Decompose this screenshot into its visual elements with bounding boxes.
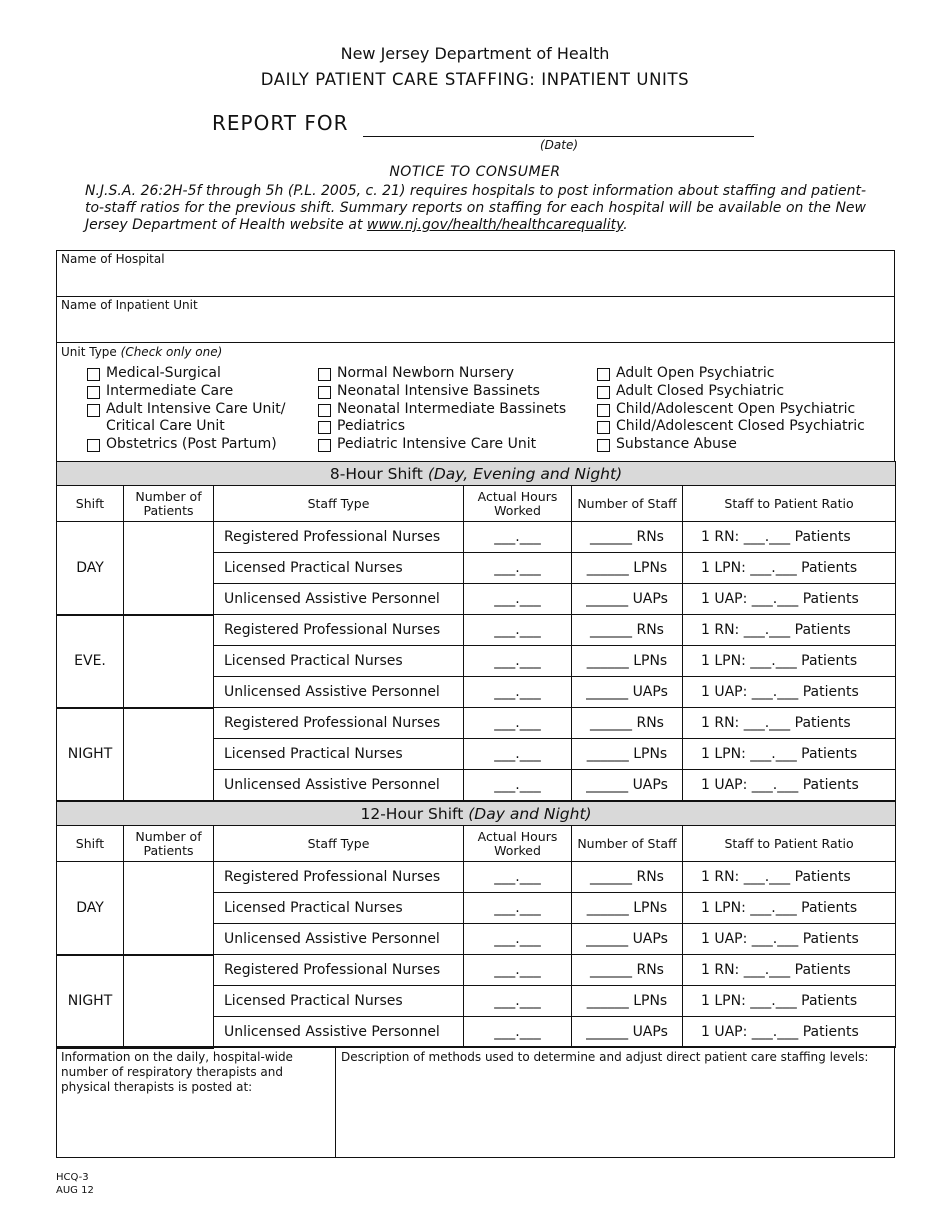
unit-type-label: Critical Care Unit — [106, 418, 225, 434]
twelve-hour-shift-heading — [57, 802, 896, 826]
staff-count-field[interactable] — [572, 615, 683, 646]
checkbox-child-open-psych[interactable] — [597, 404, 610, 417]
staff-row-rn — [57, 522, 896, 553]
report-for-label: REPORT FOR — [212, 111, 349, 135]
col-shift: Shift — [57, 486, 124, 522]
staff-type-rn: Registered Professional Nurses — [214, 862, 464, 893]
hours-worked-field[interactable]: ___.___ — [464, 770, 572, 801]
checkbox-adult-icu[interactable] — [87, 404, 100, 417]
hospital-name-field[interactable] — [56, 250, 895, 297]
unit-type-label: Obstetrics (Post Partum) — [106, 436, 277, 452]
hours-worked-field[interactable]: ___.___ — [464, 862, 572, 893]
hours-worked-field[interactable]: ___.___ — [464, 646, 572, 677]
hours-worked-field[interactable]: ___.___ — [464, 893, 572, 924]
staff-type-lpn: Licensed Practical Nurses — [214, 553, 464, 584]
patients-word: Patients — [801, 653, 858, 669]
ratio-blank: ___.___ — [751, 684, 799, 700]
col-patients: Number of Patients — [124, 486, 214, 522]
hours-worked-field[interactable]: ___.___ — [464, 522, 572, 553]
staff-row-rn — [57, 955, 896, 986]
ratio-blank: ___.___ — [743, 529, 791, 545]
col-hours: Actual Hours Worked — [464, 486, 572, 522]
staff-abbr: LPNs — [633, 746, 668, 762]
staff-count-field[interactable] — [572, 739, 683, 770]
ratio-blank: ___.___ — [743, 962, 791, 978]
col-staff-count: Number of Staff — [572, 826, 683, 862]
unit-type-label: Intermediate Care — [106, 383, 234, 399]
patients-word: Patients — [794, 962, 851, 978]
staff-count-blank: ______ — [590, 962, 633, 978]
staff-count-blank: ______ — [590, 622, 633, 638]
form-date: AUG 12 — [56, 1185, 94, 1196]
unit-type-label: Neonatal Intermediate Bassinets — [337, 401, 567, 417]
ratio-prefix: 1 RN: — [701, 622, 740, 638]
ratio-blank: ___.___ — [751, 931, 799, 947]
staff-count-field[interactable] — [572, 522, 683, 553]
patients-word: Patients — [801, 900, 858, 916]
staff-count-blank: ______ — [586, 653, 629, 669]
patients-word: Patients — [801, 993, 858, 1009]
staff-count-field[interactable] — [572, 770, 683, 801]
ratio-prefix: 1 LPN: — [701, 653, 746, 669]
staff-count-field[interactable] — [572, 862, 683, 893]
col-shift: Shift — [57, 826, 124, 862]
staff-abbr: RNs — [636, 715, 664, 731]
patients-word: Patients — [794, 869, 851, 885]
unit-type-label: Adult Open Psychiatric — [616, 365, 775, 381]
staff-type-rn: Registered Professional Nurses — [214, 522, 464, 553]
staff-abbr: RNs — [636, 529, 664, 545]
checkbox-pediatrics[interactable] — [318, 421, 331, 434]
ratio-blank: ___.___ — [751, 777, 799, 793]
patients-word: Patients — [794, 622, 851, 638]
checkbox-intermediate-care[interactable] — [87, 386, 100, 399]
col-staff-type: Staff Type — [214, 826, 464, 862]
shift-name: DAY — [57, 862, 124, 955]
staff-count-blank: ______ — [586, 1024, 629, 1040]
ratio-blank: ___.___ — [750, 560, 797, 576]
staff-count-field[interactable] — [572, 708, 683, 739]
ratio-field[interactable] — [683, 739, 896, 770]
ratio-field[interactable] — [683, 1017, 896, 1048]
ratio-field[interactable] — [683, 955, 896, 986]
patients-word: Patients — [802, 777, 859, 793]
col-staff-count: Number of Staff — [572, 486, 683, 522]
notice-body — [85, 183, 866, 234]
patients-word: Patients — [801, 746, 858, 762]
unit-type-label-text: Unit Type — [61, 345, 117, 359]
ratio-field[interactable] — [683, 584, 896, 615]
unit-name-field[interactable] — [56, 296, 895, 343]
ratio-blank: ___.___ — [743, 715, 791, 731]
notice-title: NOTICE TO CONSUMER — [389, 164, 561, 180]
section-subtitle: (Day, Evening and Night) — [427, 464, 623, 483]
unit-type-label: Child/Adolescent Open Psychiatric — [616, 401, 856, 417]
shift-name: NIGHT — [57, 708, 124, 801]
notice-text: N.J.S.A. 26:2H-5f through 5h (P.L. 2005, c. 21) requires hospitals to post information about staffing and patient-to-staff ratios for the previous shift. Summary reports on staffing for each hospital will be available on the New Jersey Department of Health website at — [85, 183, 866, 233]
staff-abbr: RNs — [636, 869, 664, 885]
ratio-prefix: 1 LPN: — [701, 560, 746, 576]
checkbox-neonatal-intermediate[interactable] — [318, 404, 331, 417]
staff-count-field[interactable] — [572, 646, 683, 677]
staff-type-lpn: Licensed Practical Nurses — [214, 646, 464, 677]
ratio-prefix: 1 UAP: — [701, 931, 748, 947]
staff-count-blank: ______ — [586, 746, 629, 762]
ratio-field[interactable] — [683, 522, 896, 553]
ratio-prefix: 1 UAP: — [701, 1024, 748, 1040]
unit-type-hint: (Check only one) — [120, 345, 223, 359]
col-ratio: Staff to Patient Ratio — [683, 486, 896, 522]
staff-abbr: LPNs — [633, 993, 668, 1009]
staff-count-blank: ______ — [590, 715, 633, 731]
shift-name: EVE. — [57, 615, 124, 708]
staff-type-rn: Registered Professional Nurses — [214, 708, 464, 739]
hospital-name-label: Name of Hospital — [61, 252, 165, 266]
staff-type-uap: Unlicensed Assistive Personnel — [214, 924, 464, 955]
ratio-field[interactable] — [683, 924, 896, 955]
staff-abbr: UAPs — [632, 591, 668, 607]
hours-worked-field[interactable]: ___.___ — [464, 708, 572, 739]
hours-worked-field[interactable]: ___.___ — [464, 584, 572, 615]
unit-name-label: Name of Inpatient Unit — [61, 298, 198, 312]
therapist-info-field[interactable]: Information on the daily, hospital-wide number of respiratory therapists and physical therapists is posted at: — [61, 1050, 293, 1094]
patients-word: Patients — [802, 591, 859, 607]
staff-count-blank: ______ — [586, 931, 629, 947]
staff-type-uap: Unlicensed Assistive Personnel — [214, 770, 464, 801]
staff-count-blank: ______ — [586, 684, 629, 700]
unit-type-label: Normal Newborn Nursery — [337, 365, 514, 381]
eight-hour-shift-heading — [57, 462, 896, 486]
ratio-prefix: 1 UAP: — [701, 591, 748, 607]
staff-abbr: LPNs — [633, 653, 668, 669]
col-hours: Actual Hours Worked — [464, 826, 572, 862]
checkbox-medical-surgical[interactable] — [87, 368, 100, 381]
checkbox-obstetrics[interactable] — [87, 439, 100, 452]
ratio-prefix: 1 RN: — [701, 869, 740, 885]
healthcare-quality-link[interactable]: www.nj.gov/health/healthcarequality — [366, 217, 624, 233]
staff-count-blank: ______ — [590, 869, 633, 885]
patients-count-field[interactable] — [124, 615, 214, 708]
staff-type-lpn: Licensed Practical Nurses — [214, 739, 464, 770]
patients-word: Patients — [802, 684, 859, 700]
patients-count-field[interactable] — [124, 862, 214, 955]
hours-worked-field[interactable]: ___.___ — [464, 955, 572, 986]
col-patients: Number of Patients — [124, 826, 214, 862]
staff-abbr: UAPs — [632, 777, 668, 793]
unit-type-label: Pediatrics — [337, 418, 406, 434]
patients-count-field[interactable] — [124, 955, 214, 1048]
ratio-blank: ___.___ — [743, 622, 791, 638]
checkbox-adult-open-psych[interactable] — [597, 368, 610, 381]
unit-type-label: Substance Abuse — [616, 436, 737, 452]
staffing-methods-field[interactable]: Description of methods used to determine and adjust direct patient care staffing levels: — [341, 1050, 869, 1064]
ratio-prefix: 1 RN: — [701, 715, 740, 731]
staff-count-field[interactable] — [572, 893, 683, 924]
ratio-blank: ___.___ — [750, 746, 797, 762]
staff-count-blank: ______ — [590, 529, 633, 545]
patients-count-field[interactable] — [124, 708, 214, 801]
ratio-prefix: 1 LPN: — [701, 900, 746, 916]
ratio-prefix: 1 LPN: — [701, 993, 746, 1009]
hours-worked-field[interactable]: ___.___ — [464, 986, 572, 1017]
patients-word: Patients — [794, 715, 851, 731]
date-label: (Date) — [540, 138, 579, 152]
shift-name: DAY — [57, 522, 124, 615]
checkbox-pediatric-icu[interactable] — [318, 439, 331, 452]
twelve-hour-shift-table — [56, 801, 896, 1049]
staff-count-field[interactable] — [572, 553, 683, 584]
ratio-field[interactable] — [683, 615, 896, 646]
staff-count-field[interactable] — [572, 955, 683, 986]
staff-count-blank: ______ — [586, 777, 629, 793]
hours-worked-field[interactable]: ___.___ — [464, 615, 572, 646]
checkbox-neonatal-intensive[interactable] — [318, 386, 331, 399]
checkbox-substance-abuse[interactable] — [597, 439, 610, 452]
staff-count-blank: ______ — [586, 560, 629, 576]
notice-end: . — [623, 217, 628, 233]
staff-type-uap: Unlicensed Assistive Personnel — [214, 584, 464, 615]
ratio-prefix: 1 RN: — [701, 962, 740, 978]
staff-count-field[interactable] — [572, 677, 683, 708]
unit-type-label: Child/Adolescent Closed Psychiatric — [616, 418, 865, 434]
staff-row-rn — [57, 615, 896, 646]
checkbox-adult-closed-psych[interactable] — [597, 386, 610, 399]
unit-type-label — [61, 345, 222, 359]
checkbox-child-closed-psych[interactable] — [597, 421, 610, 434]
staff-abbr: LPNs — [633, 560, 668, 576]
patients-count-field[interactable] — [124, 522, 214, 615]
section-title: 8-Hour Shift — [329, 464, 423, 483]
staff-type-rn: Registered Professional Nurses — [214, 955, 464, 986]
patients-word: Patients — [801, 560, 858, 576]
unit-type-label: Medical-Surgical — [106, 365, 221, 381]
staff-row-rn — [57, 862, 896, 893]
unit-type-label: Pediatric Intensive Care Unit — [337, 436, 537, 452]
form-title: DAILY PATIENT CARE STAFFING: INPATIENT UNITS — [260, 70, 690, 89]
ratio-prefix: 1 UAP: — [701, 684, 748, 700]
staff-count-field[interactable] — [572, 924, 683, 955]
ratio-blank: ___.___ — [751, 591, 799, 607]
ratio-field[interactable] — [683, 893, 896, 924]
ratio-blank: ___.___ — [750, 653, 797, 669]
staff-abbr: RNs — [636, 962, 664, 978]
staff-type-rn: Registered Professional Nurses — [214, 615, 464, 646]
staff-type-uap: Unlicensed Assistive Personnel — [214, 677, 464, 708]
ratio-blank: ___.___ — [743, 869, 791, 885]
unit-type-label: Adult Closed Psychiatric — [616, 383, 785, 399]
shift-name: NIGHT — [57, 955, 124, 1048]
patients-word: Patients — [802, 1024, 859, 1040]
staff-count-blank: ______ — [586, 591, 629, 607]
col-ratio: Staff to Patient Ratio — [683, 826, 896, 862]
staff-count-field[interactable] — [572, 1017, 683, 1048]
hours-worked-field[interactable]: ___.___ — [464, 677, 572, 708]
staff-type-lpn: Licensed Practical Nurses — [214, 893, 464, 924]
ratio-field[interactable] — [683, 986, 896, 1017]
staff-abbr: UAPs — [632, 931, 668, 947]
ratio-field[interactable] — [683, 770, 896, 801]
unit-type-label: Neonatal Intensive Bassinets — [337, 383, 540, 399]
report-date-field[interactable] — [363, 136, 754, 137]
ratio-field[interactable] — [683, 708, 896, 739]
ratio-field[interactable] — [683, 862, 896, 893]
staff-row-rn — [57, 708, 896, 739]
department-name: New Jersey Department of Health — [340, 44, 610, 63]
checkbox-normal-newborn[interactable] — [318, 368, 331, 381]
ratio-blank: ___.___ — [750, 900, 797, 916]
ratio-blank: ___.___ — [751, 1024, 799, 1040]
eight-hour-shift-table — [56, 461, 896, 802]
bottom-info-section — [56, 1046, 895, 1158]
ratio-prefix: 1 LPN: — [701, 746, 746, 762]
ratio-field[interactable] — [683, 553, 896, 584]
unit-type-section — [56, 342, 895, 462]
ratio-field[interactable] — [683, 646, 896, 677]
staff-abbr: LPNs — [633, 900, 668, 916]
hours-worked-field[interactable]: ___.___ — [464, 739, 572, 770]
staff-count-blank: ______ — [586, 993, 629, 1009]
unit-type-label: Adult Intensive Care Unit/ — [106, 401, 286, 417]
form-code: HCQ-3 — [56, 1172, 89, 1183]
section-title: 12-Hour Shift — [360, 804, 464, 823]
col-staff-type: Staff Type — [214, 486, 464, 522]
hours-worked-field[interactable]: ___.___ — [464, 553, 572, 584]
hours-worked-field[interactable]: ___.___ — [464, 924, 572, 955]
staff-count-field[interactable] — [572, 986, 683, 1017]
staff-type-lpn: Licensed Practical Nurses — [214, 986, 464, 1017]
staff-count-blank: ______ — [586, 900, 629, 916]
staff-type-uap: Unlicensed Assistive Personnel — [214, 1017, 464, 1048]
form-identifier — [56, 1171, 94, 1197]
ratio-blank: ___.___ — [750, 993, 797, 1009]
ratio-prefix: 1 UAP: — [701, 777, 748, 793]
hours-worked-field[interactable]: ___.___ — [464, 1017, 572, 1048]
staff-abbr: UAPs — [632, 1024, 668, 1040]
section-subtitle: (Day and Night) — [468, 804, 592, 823]
ratio-field[interactable] — [683, 677, 896, 708]
staff-count-field[interactable] — [572, 584, 683, 615]
ratio-prefix: 1 RN: — [701, 529, 740, 545]
patients-word: Patients — [802, 931, 859, 947]
staff-abbr: UAPs — [632, 684, 668, 700]
patients-word: Patients — [794, 529, 851, 545]
staff-abbr: RNs — [636, 622, 664, 638]
